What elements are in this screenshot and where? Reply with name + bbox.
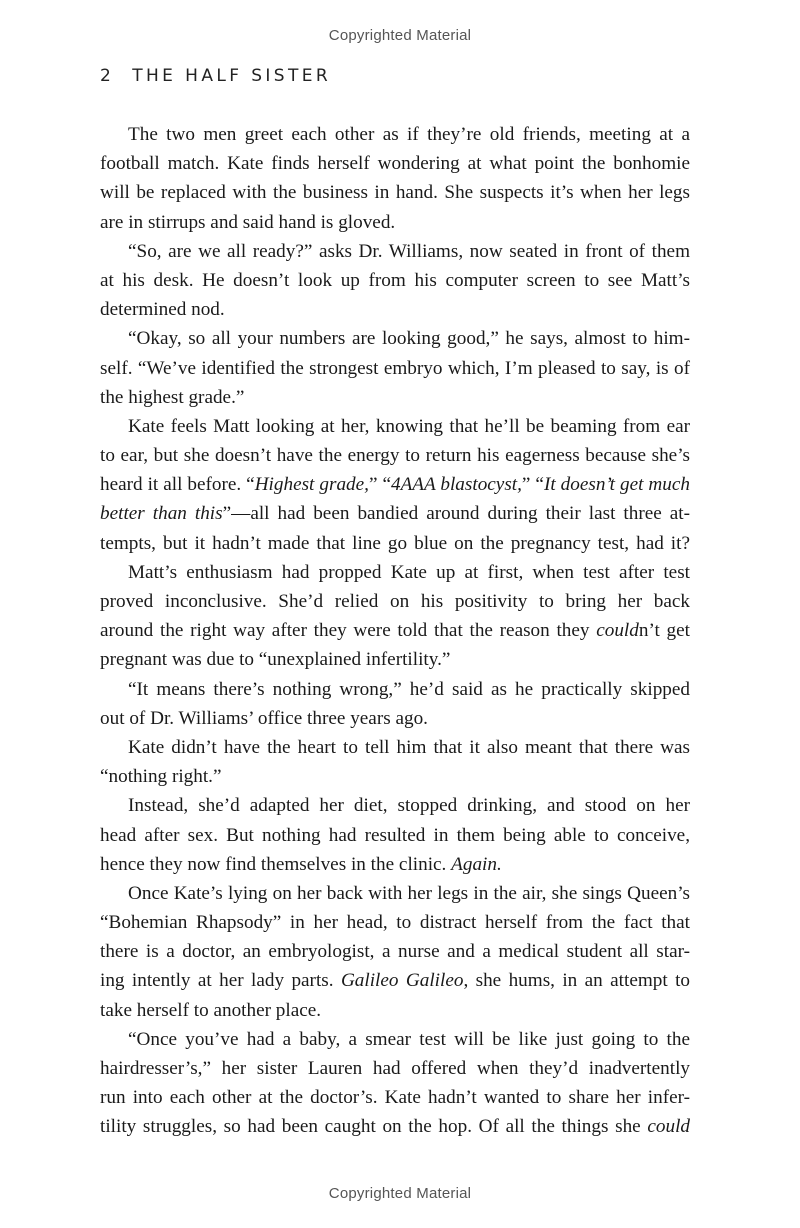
text-line: proved inconclusive. She’d relied on his positivity to bring her back (100, 591, 690, 612)
text-line: run into each other at the doctor’s. Kate hadn’t wanted to share her infer- (100, 1087, 690, 1109)
text-line: to ear, but she doesn’t have the energy to return his eagerness because she’s (100, 445, 690, 467)
text-line: Matt’s enthusiasm had propped Kate up at first, when test after test (128, 561, 690, 583)
text-line: at his desk. He doesn’t look up from his computer screen to see Matt’s (100, 269, 690, 291)
text-line: pregnant was due to “unexplained infertility.” (100, 649, 451, 671)
text-line: “Bohemian Rhapsody” in her head, to distract herself from the fact that (100, 912, 690, 934)
text-line: The two men greet each other as if they’re old friends, meeting at a (128, 124, 690, 145)
text-line: better than this”—all had been bandied around during their last three at- (100, 503, 690, 525)
text-line: out of Dr. Williams’ office three years ago. (100, 707, 428, 729)
text-line: ing intently at her lady parts. Galileo Galileo, she hums, in an attempt to (100, 970, 690, 992)
text-line: “Okay, so all your numbers are looking good,” he says, almost to him- (128, 328, 690, 350)
text-line: Instead, she’d adapted her diet, stopped drinking, and stood on her (128, 795, 690, 817)
text-line: self. “We’ve identified the strongest embryo which, I’m pleased to say, is of (100, 357, 690, 379)
text-line: tempts, but it hadn’t made that line go blue on the pregnancy test, had it? (100, 532, 690, 554)
text-line: “nothing right.” (100, 766, 222, 788)
text-line: football match. Kate finds herself wondering at what point the bonhomie (100, 153, 690, 175)
page-number: 2 (100, 66, 115, 86)
text-line: the highest grade.” (100, 386, 245, 408)
text-line: hence they now find themselves in the clinic. Again. (100, 853, 502, 875)
text-line: hairdresser’s,” her sister Lauren had offered when they’d inadvertently (100, 1058, 690, 1079)
text-line: head after sex. But nothing had resulted in them being able to conceive, (100, 824, 690, 846)
text-line: take herself to another place. (100, 999, 322, 1021)
text-line: will be replaced with the business in hand. She suspects it’s when her legs (100, 182, 690, 204)
text-line: determined nod. (100, 299, 225, 321)
copyright-watermark-top: Copyrighted Material (328, 27, 472, 44)
text-line: Kate didn’t have the heart to tell him that it also meant that there was (128, 736, 690, 758)
text-line: “Once you’ve had a baby, a smear test will be like just going to the (128, 1028, 690, 1050)
text-line: “It means there’s nothing wrong,” he’d said as he practically skipped (128, 678, 690, 700)
text-line: Kate feels Matt looking at her, knowing that he’ll be beaming from ear (128, 415, 690, 437)
text-line: are in stirrups and said hand is gloved. (100, 211, 396, 233)
copyright-watermark-bottom: Copyrighted Material (328, 1185, 472, 1202)
text-line: Once Kate’s lying on her back with her legs in the air, she sings Queen’s (128, 882, 690, 904)
text-line: tility struggles, so had been caught on the hop. Of all the things she could (100, 1116, 690, 1138)
text-line: heard it all before. “Highest grade,” “4AAA blastocyst,” “It doesn’t get much (100, 474, 690, 496)
text-line: around the right way after they were told that the reason they couldn’t get (100, 620, 690, 642)
text-line: “So, are we all ready?” asks Dr. Williams, now seated in front of them (128, 240, 690, 262)
book-title: THE HALF SISTER (132, 66, 332, 86)
running-head (100, 66, 331, 86)
text-line: there is a doctor, an embryologist, a nurse and a medical student all star- (100, 941, 690, 963)
body-text (100, 120, 690, 1142)
